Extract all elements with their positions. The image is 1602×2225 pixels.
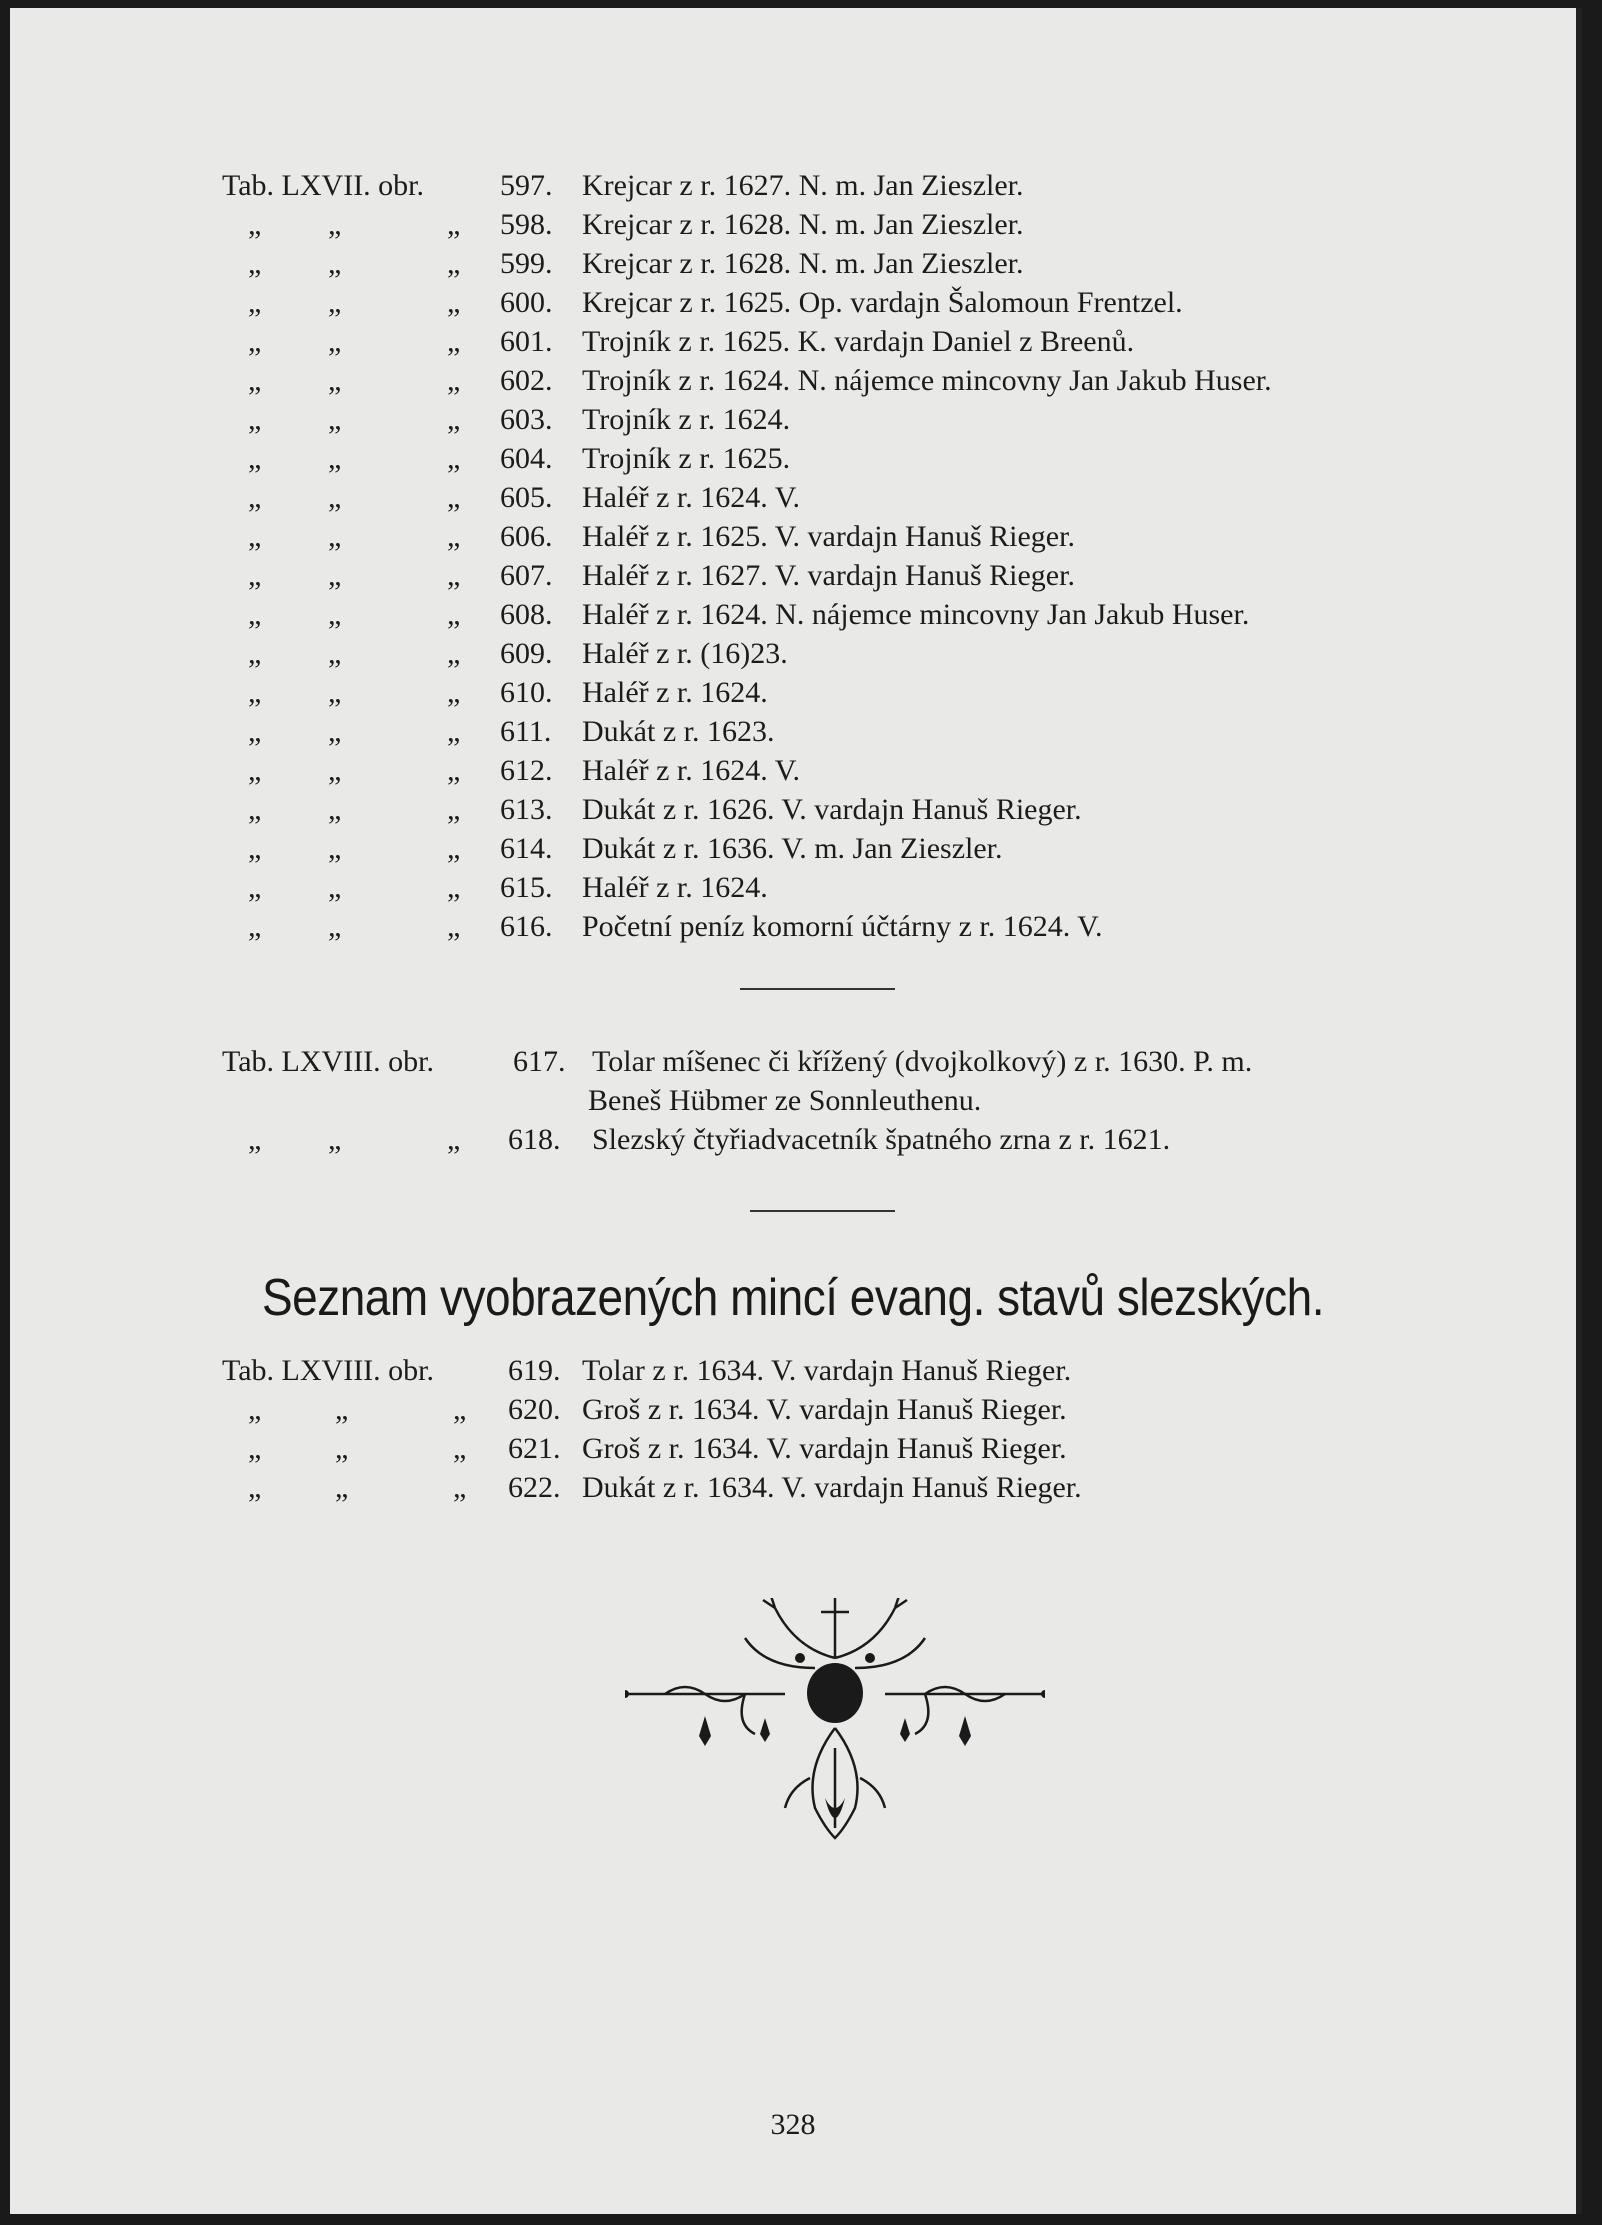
ditto-mark: „ xyxy=(335,1471,349,1504)
ditto-mark: „ xyxy=(453,1432,467,1465)
ditto-mark: „ xyxy=(447,754,461,787)
figure-number: 598. xyxy=(500,208,553,241)
ditto-mark: „ xyxy=(248,637,262,670)
ditto-mark: „ xyxy=(447,247,461,280)
ditto-mark: „ xyxy=(447,598,461,631)
ditto-mark: „ xyxy=(248,871,262,904)
ditto-mark: „ xyxy=(248,1393,262,1426)
coin-description: Trojník z r. 1624. N. nájemce mincovny Jan Jakub Huser. xyxy=(582,364,1272,397)
ditto-mark: „ xyxy=(248,520,262,553)
ditto-mark: „ xyxy=(447,832,461,865)
figure-number: 602. xyxy=(500,364,553,397)
coin-description: Haléř z r. 1624. N. nájemce mincovny Jan Jakub Huser. xyxy=(582,598,1250,631)
coin-description: Haléř z r. 1624. xyxy=(582,676,768,709)
ditto-mark: „ xyxy=(248,715,262,748)
tab-label: Tab. LXVII. obr. xyxy=(222,169,425,202)
ditto-mark: „ xyxy=(248,247,262,280)
figure-number: 618. xyxy=(508,1123,561,1156)
figure-number: 597. xyxy=(500,169,553,202)
ditto-mark: „ xyxy=(328,754,342,787)
ditto-mark: „ xyxy=(328,598,342,631)
ditto-mark: „ xyxy=(248,1471,262,1504)
ditto-mark: „ xyxy=(328,403,342,436)
coin-description: Trojník z r. 1624. xyxy=(582,403,791,436)
coin-description-continued: Beneš Hübmer ze Sonnleuthenu. xyxy=(588,1084,982,1117)
ditto-mark: „ xyxy=(248,676,262,709)
coin-description: Haléř z r. 1624. V. xyxy=(582,754,801,787)
ditto-mark: „ xyxy=(248,793,262,826)
ditto-mark: „ xyxy=(328,559,342,592)
ditto-mark: „ xyxy=(328,442,342,475)
figure-number: 611. xyxy=(500,715,552,748)
ditto-mark: „ xyxy=(328,481,342,514)
ditto-mark: „ xyxy=(248,832,262,865)
figure-number: 620. xyxy=(508,1393,561,1426)
ditto-mark: „ xyxy=(447,793,461,826)
ditto-mark: „ xyxy=(248,559,262,592)
ditto-mark: „ xyxy=(447,715,461,748)
ditto-mark: „ xyxy=(447,676,461,709)
ditto-mark: „ xyxy=(335,1393,349,1426)
ditto-mark: „ xyxy=(447,442,461,475)
coin-description: Krejcar z r. 1628. N. m. Jan Zieszler. xyxy=(582,247,1024,280)
ditto-mark: „ xyxy=(248,403,262,436)
coin-description: Dukát z r. 1634. V. vardajn Hanuš Rieger. xyxy=(582,1471,1082,1504)
ditto-mark: „ xyxy=(453,1393,467,1426)
ditto-mark: „ xyxy=(447,208,461,241)
coin-description: Haléř z r. 1625. V. vardajn Hanuš Rieger. xyxy=(582,520,1075,553)
ditto-mark: „ xyxy=(328,793,342,826)
ditto-mark: „ xyxy=(328,286,342,319)
figure-number: 599. xyxy=(500,247,553,280)
coin-description: Groš z r. 1634. V. vardajn Hanuš Rieger. xyxy=(582,1432,1067,1465)
figure-number: 607. xyxy=(500,559,553,592)
ditto-mark: „ xyxy=(447,559,461,592)
coin-description: Početní peníz komorní účtárny z r. 1624. V. xyxy=(582,910,1103,943)
ditto-mark: „ xyxy=(328,325,342,358)
coin-description: Trojník z r. 1625. xyxy=(582,442,791,475)
figure-number: 610. xyxy=(500,676,553,709)
coin-description: Haléř z r. 1627. V. vardajn Hanuš Rieger. xyxy=(582,559,1075,592)
ditto-mark: „ xyxy=(447,910,461,943)
figure-number: 613. xyxy=(500,793,553,826)
ditto-mark: „ xyxy=(328,1123,342,1156)
ditto-mark: „ xyxy=(248,364,262,397)
figure-number: 601. xyxy=(500,325,553,358)
figure-number: 622. xyxy=(508,1471,561,1504)
ditto-mark: „ xyxy=(328,364,342,397)
coin-description: Krejcar z r. 1625. Op. vardajn Šalomoun Frentzel. xyxy=(582,286,1183,319)
coin-description: Dukát z r. 1623. xyxy=(582,715,775,748)
coin-description: Tolar míšenec či křížený (dvojkolkový) z r. 1630. P. m. xyxy=(592,1045,1253,1078)
figure-number: 600. xyxy=(500,286,553,319)
ditto-mark: „ xyxy=(447,325,461,358)
ditto-mark: „ xyxy=(335,1432,349,1465)
tab-label: Tab. LXVIII. obr. xyxy=(222,1045,435,1078)
ditto-mark: „ xyxy=(328,637,342,670)
ditto-mark: „ xyxy=(248,481,262,514)
ditto-mark: „ xyxy=(328,247,342,280)
tab-label: Tab. LXVIII. obr. xyxy=(222,1354,435,1387)
ditto-mark: „ xyxy=(248,442,262,475)
coin-description: Dukát z r. 1626. V. vardajn Hanuš Rieger. xyxy=(582,793,1082,826)
ditto-mark: „ xyxy=(328,871,342,904)
figure-number: 609. xyxy=(500,637,553,670)
coin-description: Krejcar z r. 1627. N. m. Jan Zieszler. xyxy=(582,169,1024,202)
section-divider xyxy=(750,1210,895,1212)
ditto-mark: „ xyxy=(447,520,461,553)
ditto-mark: „ xyxy=(328,832,342,865)
ditto-mark: „ xyxy=(447,871,461,904)
coin-description: Haléř z r. (16)23. xyxy=(582,637,788,670)
ditto-mark: „ xyxy=(248,208,262,241)
ditto-mark: „ xyxy=(248,286,262,319)
ditto-mark: „ xyxy=(447,286,461,319)
ditto-mark: „ xyxy=(248,1432,262,1465)
section-divider xyxy=(740,988,895,990)
page xyxy=(10,8,1582,2214)
coin-description: Tolar z r. 1634. V. vardajn Hanuš Rieger. xyxy=(582,1354,1072,1387)
page-number: 328 xyxy=(770,2108,816,2141)
coin-description: Haléř z r. 1624. xyxy=(582,871,768,904)
ditto-mark: „ xyxy=(328,910,342,943)
figure-number: 606. xyxy=(500,520,553,553)
ditto-mark: „ xyxy=(447,1123,461,1156)
coin-description: Groš z r. 1634. V. vardajn Hanuš Rieger. xyxy=(582,1393,1067,1426)
figure-number: 616. xyxy=(500,910,553,943)
figure-number: 608. xyxy=(500,598,553,631)
coin-description: Krejcar z r. 1628. N. m. Jan Zieszler. xyxy=(582,208,1024,241)
figure-number: 605. xyxy=(500,481,553,514)
section-heading: Seznam vyobrazených mincí evang. stavů slezských. xyxy=(261,1267,1325,1327)
figure-number: 603. xyxy=(500,403,553,436)
ditto-mark: „ xyxy=(328,676,342,709)
ditto-mark: „ xyxy=(248,754,262,787)
ditto-mark: „ xyxy=(447,481,461,514)
figure-number: 615. xyxy=(500,871,553,904)
coin-description: Haléř z r. 1624. V. xyxy=(582,481,801,514)
ditto-mark: „ xyxy=(248,598,262,631)
figure-number: 619. xyxy=(508,1354,561,1387)
floral-ornament-icon xyxy=(625,1598,1045,1848)
ditto-mark: „ xyxy=(453,1471,467,1504)
coin-description: Trojník z r. 1625. K. vardajn Daniel z Breenů. xyxy=(582,325,1135,358)
ditto-mark: „ xyxy=(328,715,342,748)
figure-number: 612. xyxy=(500,754,553,787)
ditto-mark: „ xyxy=(248,1123,262,1156)
ditto-mark: „ xyxy=(447,637,461,670)
ditto-mark: „ xyxy=(328,208,342,241)
coin-description: Dukát z r. 1636. V. m. Jan Zieszler. xyxy=(582,832,1003,865)
figure-number: 617. xyxy=(513,1045,566,1078)
ditto-mark: „ xyxy=(248,910,262,943)
coin-description: Slezský čtyřiadvacetník špatného zrna z r. 1621. xyxy=(592,1123,1171,1156)
figure-number: 621. xyxy=(508,1432,561,1465)
figure-number: 604. xyxy=(500,442,553,475)
ditto-mark: „ xyxy=(447,403,461,436)
figure-number: 614. xyxy=(500,832,553,865)
ditto-mark: „ xyxy=(447,364,461,397)
ditto-mark: „ xyxy=(328,520,342,553)
ditto-mark: „ xyxy=(248,325,262,358)
